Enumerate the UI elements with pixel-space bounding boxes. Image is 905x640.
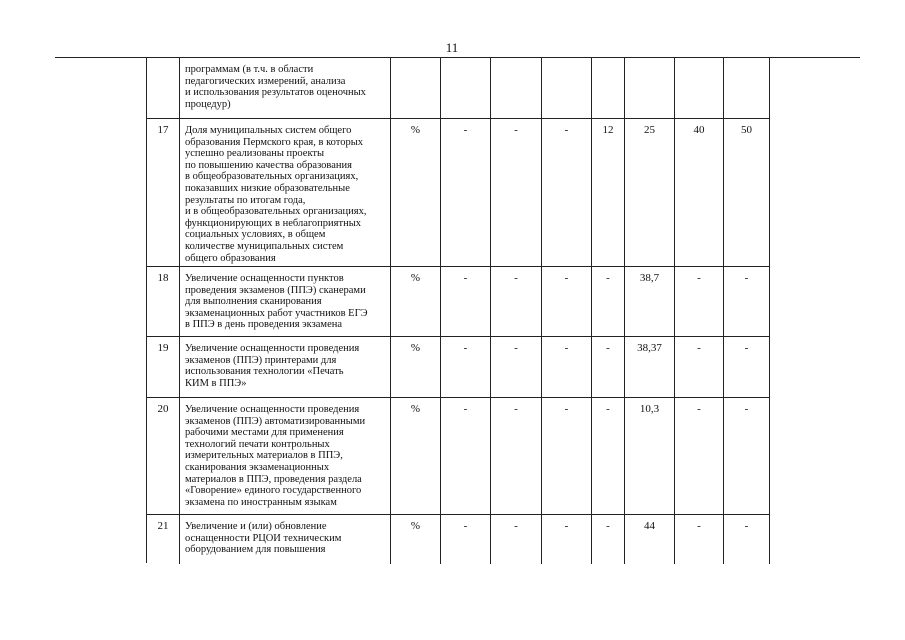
value-cell-v2: -	[491, 337, 542, 398]
indicator-name-line: показавших низкие образовательные	[185, 182, 350, 194]
value-cell-v7: -	[724, 267, 770, 337]
value-cell-v2: -	[491, 515, 542, 564]
value-cell-v4: -	[592, 267, 625, 337]
value-cell-v5: 10,3	[625, 398, 675, 515]
value-cell-v6: -	[675, 337, 724, 398]
indicator-name-line: Увеличение оснащенности проведения	[185, 343, 360, 354]
indicator-name-line: процедур)	[185, 98, 231, 110]
row-number: 17	[147, 119, 180, 267]
indicator-name-line: технологий печати контрольных	[185, 438, 330, 450]
indicator-name-line: количестве муниципальных систем	[185, 240, 344, 252]
value-cell-v3: -	[542, 515, 592, 564]
indicator-name-line: экзаменов (ППЭ) автоматизированными	[185, 415, 366, 427]
unit-cell: %	[391, 119, 441, 267]
value-cell-v4: 12	[592, 119, 625, 267]
unit-cell: %	[391, 337, 441, 398]
indicator-name-line: рабочими местами для применения	[185, 427, 344, 439]
table-row	[147, 514, 770, 564]
value-cell-v2: -	[491, 267, 542, 337]
value-cell-v1	[441, 58, 491, 119]
row-number: 19	[147, 337, 180, 398]
value-cell-v5: 44	[625, 515, 675, 564]
header-rule-left	[55, 57, 146, 58]
indicator-name-line: программам (в т.ч. в области	[185, 64, 314, 75]
value-cell-v4	[592, 58, 625, 119]
value-cell-v6: 40	[675, 119, 724, 267]
value-cell-v5	[625, 58, 675, 119]
value-cell-v4: -	[592, 398, 625, 515]
value-cell-v1: -	[441, 337, 491, 398]
value-cell-v6	[675, 58, 724, 119]
value-cell-v3: -	[542, 398, 592, 515]
header-rule-right	[769, 57, 860, 58]
table-row	[147, 266, 770, 337]
indicator-name-line: Доля муниципальных систем общего	[185, 125, 352, 136]
indicator-name	[180, 267, 391, 337]
value-cell-v3: -	[542, 337, 592, 398]
value-cell-v4: -	[592, 515, 625, 564]
value-cell-v7: -	[724, 515, 770, 564]
indicator-name	[180, 337, 391, 398]
value-cell-v1: -	[441, 267, 491, 337]
indicator-name-line: проведения экзаменов (ППЭ) сканерами	[185, 284, 366, 296]
value-cell-v6: -	[675, 267, 724, 337]
value-cell-v4: -	[592, 337, 625, 398]
indicator-name-line: экзаменационных работ участников ЕГЭ	[185, 307, 368, 319]
value-cell-v1: -	[441, 515, 491, 564]
indicator-name-line: экзамена по иностранным языкам	[185, 496, 337, 508]
row-number: 21	[147, 515, 180, 564]
indicator-name-line: педагогических измерений, анализа	[185, 75, 346, 87]
value-cell-v7	[724, 58, 770, 119]
indicator-name	[180, 515, 391, 564]
table-row	[147, 118, 770, 267]
value-cell-v3: -	[542, 119, 592, 267]
indicator-name-line: в ППЭ в день проведения экзамена	[185, 319, 343, 331]
row-number	[147, 58, 180, 119]
value-cell-v1: -	[441, 398, 491, 515]
indicator-name-line: использования технологии «Печать	[185, 366, 344, 378]
indicator-name-line: и использования результатов оценочных	[185, 87, 366, 99]
value-cell-v2	[491, 58, 542, 119]
value-cell-v6: -	[675, 398, 724, 515]
row-number: 20	[147, 398, 180, 515]
indicator-name-line: «Говорение» единого государственного	[185, 485, 362, 497]
page-number: 11	[445, 40, 459, 55]
indicator-name-line: измерительных материалов в ППЭ,	[185, 450, 343, 462]
indicator-name-line: социальных условиях, в общем	[185, 229, 326, 241]
value-cell-v6: -	[675, 515, 724, 564]
value-cell-v5: 38,7	[625, 267, 675, 337]
value-cell-v5: 38,37	[625, 337, 675, 398]
indicator-name-line: Увеличение и (или) обновление	[185, 521, 327, 532]
row-number: 18	[147, 267, 180, 337]
indicator-name-line: и в общеобразовательных организациях,	[185, 206, 367, 218]
unit-cell	[391, 58, 441, 119]
indicator-name	[180, 119, 391, 267]
indicator-name-line: успешно реализованы проекты	[185, 148, 325, 160]
value-cell-v7: -	[724, 337, 770, 398]
indicator-name-line: Увеличение оснащенности пунктов	[185, 273, 344, 284]
indicator-name-line: образования Пермского края, в которых	[185, 136, 363, 148]
value-cell-v2: -	[491, 398, 542, 515]
indicator-name	[180, 58, 391, 119]
indicator-name-line: для выполнения сканирования	[185, 296, 322, 308]
indicator-name	[180, 398, 391, 515]
value-cell-v3	[542, 58, 592, 119]
table-row	[147, 336, 770, 398]
value-cell-v5: 25	[625, 119, 675, 267]
indicator-name-line: общего образования	[185, 252, 276, 264]
indicator-table	[146, 57, 770, 563]
indicator-name-line: функционирующих в неблагоприятных	[185, 217, 361, 229]
indicator-name-line: оснащенности РЦОИ техническим	[185, 532, 342, 544]
value-cell-v7: 50	[724, 119, 770, 267]
table-row	[147, 57, 770, 119]
indicator-name-line: оборудованием для повышения	[185, 544, 326, 556]
indicator-name-line: КИМ в ППЭ»	[185, 377, 247, 389]
value-cell-v7: -	[724, 398, 770, 515]
value-cell-v1: -	[441, 119, 491, 267]
indicator-name-line: в общеобразовательных организациях,	[185, 171, 359, 183]
value-cell-v2: -	[491, 119, 542, 267]
value-cell-v3: -	[542, 267, 592, 337]
table-row	[147, 397, 770, 515]
unit-cell: %	[391, 267, 441, 337]
unit-cell: %	[391, 515, 441, 564]
indicator-name-line: экзаменов (ППЭ) принтерами для	[185, 354, 337, 366]
indicator-name-line: материалов в ППЭ, проведения раздела	[185, 473, 362, 485]
indicator-name-line: результаты по итогам года,	[185, 194, 306, 206]
indicator-name-line: по повышению качества образования	[185, 159, 352, 171]
indicator-name-line: Увеличение оснащенности проведения	[185, 404, 360, 415]
unit-cell: %	[391, 398, 441, 515]
indicator-name-line: сканирования экзаменационных	[185, 461, 330, 473]
